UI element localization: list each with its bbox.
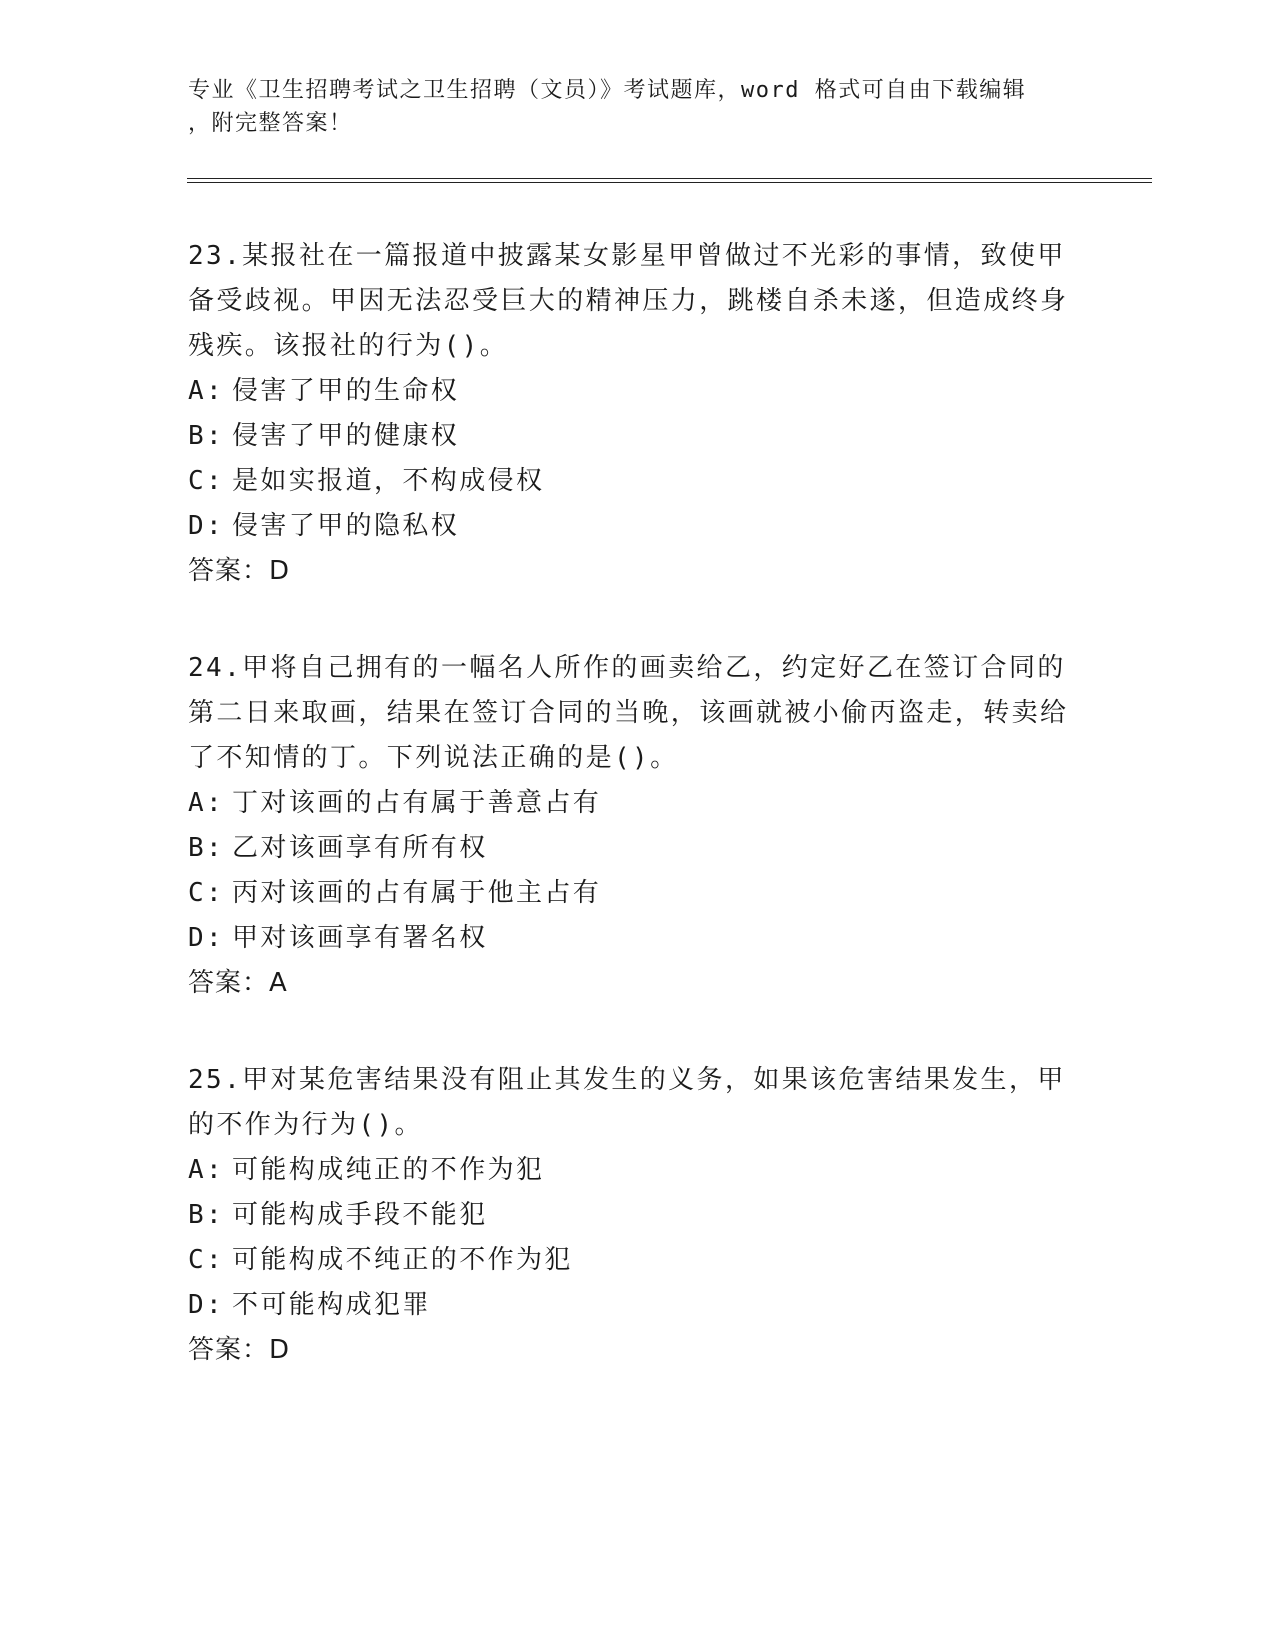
option-a (188, 369, 1088, 414)
answer-line: 答案：A (188, 968, 288, 998)
option-key: A: (188, 376, 225, 406)
option-b (188, 826, 1088, 871)
option-text: 可能构成不纯正的不作为犯 (232, 1245, 573, 1275)
answer-line: 答案：D (188, 556, 291, 586)
option-d (188, 1283, 1088, 1328)
option-c (188, 459, 1088, 504)
option-key: B: (188, 421, 225, 451)
question-24 (188, 646, 1088, 1006)
option-list (188, 1148, 1088, 1328)
option-key: C: (188, 1245, 225, 1275)
question-25 (188, 1058, 1088, 1373)
option-key: D: (188, 1290, 225, 1320)
header-line-1: 专业《卫生招聘考试之卫生招聘（文员）》考试题库，word 格式可自由下载编辑 (188, 78, 1027, 103)
option-text: 丙对该画的占有属于他主占有 (232, 878, 602, 908)
question-stem: 23.某报社在一篇报道中披露某女影星甲曾做过不光彩的事情，致使甲备受歧视。甲因无法忍受巨大的精神压力，跳楼自杀未遂，但造成终身残疾。该报社的行为()。 (188, 241, 1069, 361)
option-key: C: (188, 466, 225, 496)
option-d (188, 916, 1088, 961)
option-text: 乙对该画享有所有权 (232, 833, 488, 863)
option-a (188, 1148, 1088, 1193)
header-double-rule (187, 178, 1152, 183)
answer-line: 答案：D (188, 1335, 291, 1365)
option-text: 丁对该画的占有属于善意占有 (232, 788, 602, 818)
option-b (188, 1193, 1088, 1238)
option-key: D: (188, 511, 225, 541)
option-text: 侵害了甲的隐私权 (232, 511, 460, 541)
option-text: 不可能构成犯罪 (232, 1290, 431, 1320)
header-line-2: ，附完整答案！ (188, 111, 353, 136)
option-key: B: (188, 833, 225, 863)
option-text: 侵害了甲的生命权 (232, 376, 460, 406)
option-d (188, 504, 1088, 549)
option-text: 可能构成纯正的不作为犯 (232, 1155, 545, 1185)
option-list (188, 369, 1088, 549)
question-stem: 25.甲对某危害结果没有阻止其发生的义务，如果该危害结果发生，甲的不作为行为()。 (188, 1065, 1066, 1140)
option-key: B: (188, 1200, 225, 1230)
question-stem: 24.甲将自己拥有的一幅名人所作的画卖给乙，约定好乙在签订合同的第二日来取画，结果在签订合同的当晚，该画就被小偷丙盗走，转卖给了不知情的丁。下列说法正确的是()。 (188, 653, 1069, 773)
option-text: 侵害了甲的健康权 (232, 421, 460, 451)
option-list (188, 781, 1088, 961)
option-c (188, 871, 1088, 916)
option-key: A: (188, 1155, 225, 1185)
option-a (188, 781, 1088, 826)
option-b (188, 414, 1088, 459)
option-key: C: (188, 878, 225, 908)
option-text: 是如实报道，不构成侵权 (232, 466, 545, 496)
option-text: 可能构成手段不能犯 (232, 1200, 488, 1230)
question-23 (188, 234, 1088, 594)
document-header (188, 74, 1078, 140)
option-key: D: (188, 923, 225, 953)
option-text: 甲对该画享有署名权 (232, 923, 488, 953)
option-c (188, 1238, 1088, 1283)
option-key: A: (188, 788, 225, 818)
